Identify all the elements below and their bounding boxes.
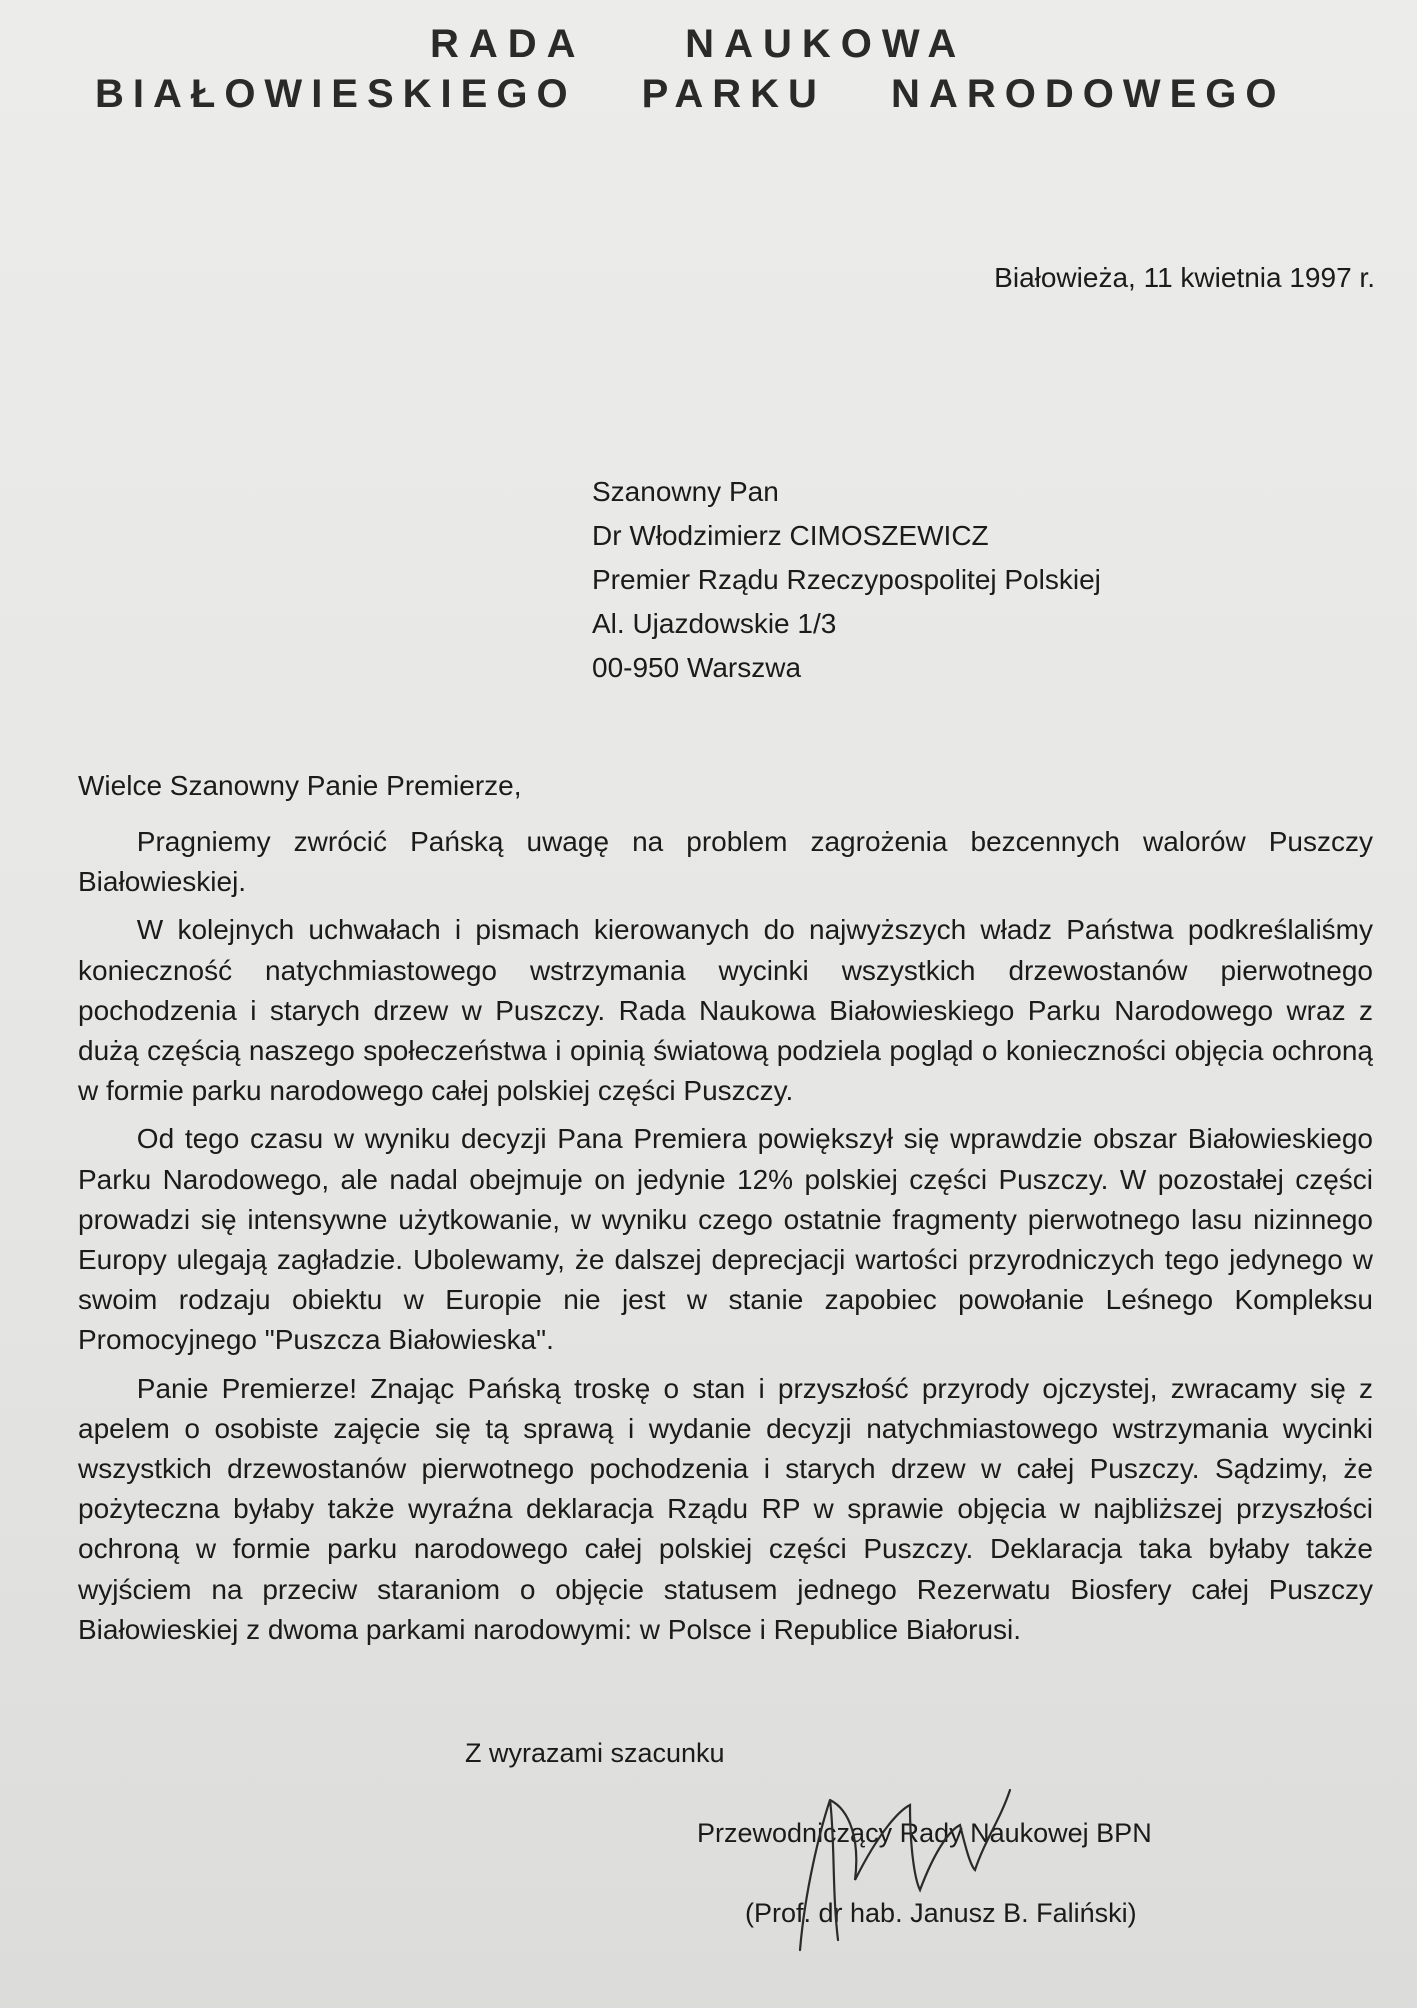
- letter-date: Białowieża, 11 kwietnia 1997 r.: [994, 262, 1375, 293]
- signatory-title: Przewodniczący Rady Naukowej BPN: [697, 1818, 1152, 1848]
- recipient-address: [592, 470, 1101, 690]
- recipient-position: Premier Rządu Rzeczypospolitej Polskiej: [592, 564, 1101, 595]
- recipient-greeting: Szanowny Pan: [592, 476, 779, 507]
- handwritten-signature: [760, 1770, 1060, 1970]
- recipient-street: Al. Ujazdowskie 1/3: [592, 608, 837, 639]
- letterhead-line-1: RADA NAUKOWA: [430, 22, 967, 66]
- closing-phrase: Z wyrazami szacunku: [465, 1738, 725, 1768]
- body-paragraph-1: Pragniemy zwrócić Pańską uwagę na problem zagrożenia bezcennych walorów Puszczy Białowieskiej.: [78, 826, 1373, 898]
- recipient-name: Dr Włodzimierz CIMOSZEWICZ: [592, 520, 989, 551]
- body-paragraph-2: W kolejnych uchwałach i pismach kierowanych do najwyższych władz Państwa podkreślaliśmy konieczność natychmiastowego wstrzymania wycinki wszystkich drzewostanów pierwotnego pochodzenia i starych drzew w Puszczy. Rada Naukowa Białowieskiego Parku Narodowego wraz z dużą częścią naszego społeczeństwa i opinią światową podziela pogląd o konieczności objęcia ochroną w formie parku narodowego całej polskiej części Puszczy.: [78, 914, 1373, 1107]
- letterhead-line-2: BIAŁOWIESKIEGO PARKU NARODOWEGO: [95, 72, 1286, 116]
- signatory-name: (Prof. dr hab. Janusz B. Faliński): [745, 1898, 1137, 1928]
- recipient-city: 00-950 Warszwa: [592, 652, 802, 683]
- body-paragraph-4: Panie Premierze! Znając Pańską troskę o stan i przyszłość przyrody ojczystej, zwracamy się z apelem o osobiste zajęcie się tą sprawą i wydanie decyzji natychmiastowego wstrzymania wycinki wszystkich drzewostanów pierwotnego pochodzenia i starych drzew w całej Puszczy. Sądzimy, że pożyteczna byłaby także wyraźna deklaracja Rządu RP w sprawie objęcia w najbliższej przyszłości ochroną w formie parku narodowego całej polskiej części Puszczy. Deklaracja taka byłaby także wyjściem na przeciw staraniom o objęcie statusem jednego Rezerwatu Biosfery całej Puszczy Białowieskiej z dwoma parkami narodowymi: w Polsce i Republice Białorusi.: [78, 1372, 1373, 1645]
- body-paragraph-3: Od tego czasu w wyniku decyzji Pana Premiera powiększył się wprawdzie obszar Białowieskiego Parku Narodowego, ale nadal obejmuje on jedynie 12% polskiej części Puszczy. W pozostałej części prowadzi się intensywne użytkowanie, w wyniku czego ostatnie fragmenty pierwotnego lasu nizinnego Europy ulegają zagładzie. Ubolewamy, że dalszej deprecjacji wartości przyrodniczych tego jedynego w swoim rodzaju obiektu w Europie nie jest w stanie zapobiec powołanie Leśnego Kompleksu Promocyjnego "Puszcza Białowieska".: [78, 1123, 1373, 1356]
- letter-body: [78, 822, 1373, 1658]
- salutation: Wielce Szanowny Panie Premierze,: [78, 770, 522, 801]
